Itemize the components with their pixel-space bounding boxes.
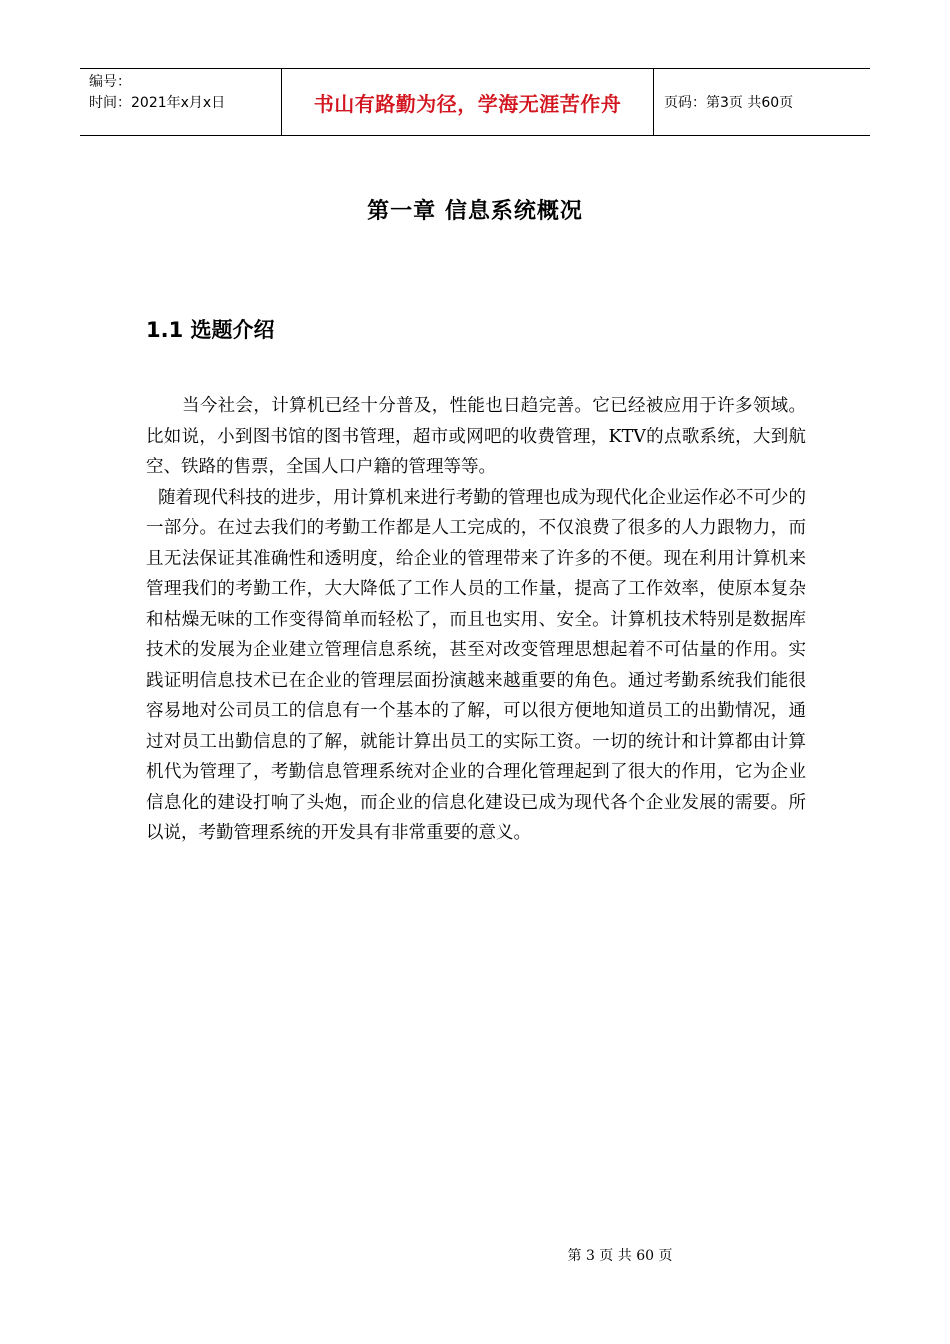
page-footer: 第 3 页 共 60 页	[567, 1248, 673, 1264]
body-text	[146, 391, 806, 849]
chapter-title: 第一章 信息系统概况	[367, 199, 583, 224]
number-label: 编号：	[89, 74, 131, 90]
header-motto: 书山有路勤为径，学海无涯苦作舟	[281, 69, 654, 135]
header-meta	[80, 69, 281, 135]
date-line: 时间：2021年x月x日	[89, 95, 226, 111]
page-header	[80, 68, 870, 136]
section-title: 1.1 选题介绍	[146, 318, 275, 342]
paragraph: 当今社会，计算机已经十分普及，性能也日趋完善。它已经被应用于许多领域。比如说，小到图书馆的图书管理，超市或网吧的收费管理，KTV的点歌系统，大到航空、铁路的售票，全国人口户籍的管理等等。	[146, 396, 806, 477]
paragraph: 随着现代科技的进步，用计算机来进行考勤的管理也成为现代化企业运作必不可少的一部分。在过去我们的考勤工作都是人工完成的，不仅浪费了很多的人力跟物力，而且无法保证其准确性和透明度，给企业的管理带来了许多的不便。现在利用计算机来管理我们的考勤工作，大大降低了工作人员的工作量，提高了工作效率，使原本复杂和枯燥无味的工作变得简单而轻松了，而且也实用、安全。计算机技术特别是数据库技术的发展为企业建立管理信息系统，甚至对改变管理思想起着不可估量的作用。实践证明信息技术已在企业的管理层面扮演越来越重要的角色。通过考勤系统我们能很容易地对公司员工的信息有一个基本的了解，可以很方便地知道员工的出勤情况，通过对员工出勤信息的了解，就能计算出员工的实际工资。一切的统计和计算都由计算机代为管理了，考勤信息管理系统对企业的合理化管理起到了很大的作用，它为企业信息化的建设打响了头炮，而企业的信息化建设已成为现代各个企业发展的需要。所以说，考勤管理系统的开发具有非常重要的意义。	[146, 487, 806, 843]
header-page-info: 页码：第3页 共60页	[664, 95, 794, 111]
